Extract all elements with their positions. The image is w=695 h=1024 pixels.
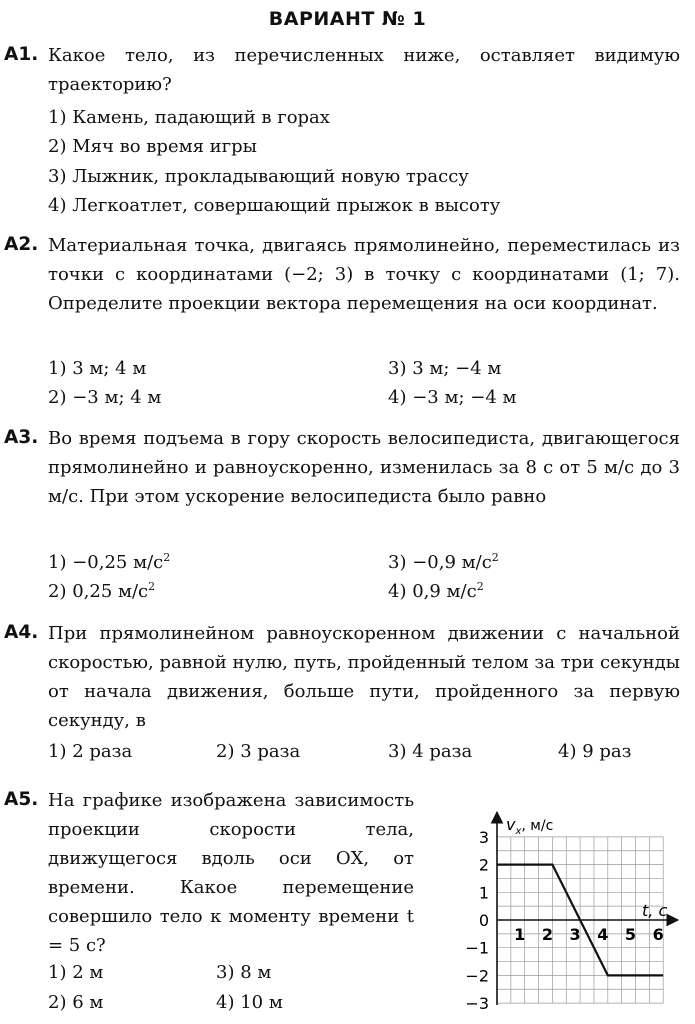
answer-option: 2) 0,25 $м/с^2$ [48,580,156,602]
velocity-time-graph [440,800,690,1024]
x-tick-label: 4 [597,925,609,944]
answer-option: 2) −3 м; 4 м [48,387,162,408]
answer-option: 2) 3 раза [216,741,301,762]
question-text: Материальная точка, двигаясь прямолинейно, переместилась из точки с координатами (−2; 3) в точку с координатами (1; 7). Определите проекции вектора перемещения на оси координат. [48,235,680,314]
answer-option: 4) −3 м; −4 м [388,387,517,408]
x-tick-label: 6 [652,925,664,944]
x-axis-label: t, с [642,901,668,920]
y-tick-label: 2 [478,855,489,875]
question-text: При прямолинейном равноускоренном движении с начальной скоростью, равной нулю, путь, пройденный телом за три секунды от начала движения, больше пути, пройденного за первую секунду, в [48,623,680,731]
answer-option: 2) Мяч во время игры [48,136,257,157]
answer-option: 3) 8 м [216,962,272,983]
answer-option: 3) Лыжник, прокладывающий новую трассу [48,166,469,187]
y-tick-label: 1 [478,883,489,903]
question-number: А3. [4,427,39,448]
answer-option: 4) 10 м [216,992,283,1013]
answer-option: 4) 9 раз [558,741,632,762]
x-tick-label: 3 [569,925,581,944]
answer-option: 1) 2 м [48,962,104,983]
question-number: А4. [4,622,39,643]
answer-option: 3) 3 м; −4 м [388,358,502,379]
answer-option: 4) Легкоатлет, совершающий прыжок в высоту [48,195,501,216]
question-number: А2. [4,234,39,255]
question-number: А5. [4,789,39,810]
answer-option: 4) 0,9 $м/с^2$ [388,580,484,602]
answer-option: 3) 4 раза [388,741,473,762]
question-text: Во время подъема в гору скорость велосипедиста, двигающегося прямолинейно и равноускоренно, изменилась за 8 с от 5 м/с до 3 м/с. При этом ускорение велосипедиста было равно [48,428,680,507]
y-tick-label: 0 [478,911,489,930]
page-title: ВАРИАНТ № 1 [268,8,427,30]
answer-option: 3) −0,9 $м/с^2$ [388,551,499,573]
y-tick-label: 3 [478,827,489,847]
answer-option: 1) 3 м; 4 м [48,358,147,379]
y-tick-label: −2 [465,966,489,986]
question-text: Какое тело, из перечисленных ниже, оставляет видимую траекторию? [48,45,680,95]
answer-option: 2) 6 м [48,992,104,1013]
question-text: На графике изображена зависимость проекции скорости тела, движущегося вдоль оси ОХ, от времени. Какое перемещение совершило тело к моменту времени t = 5 с? [48,790,414,956]
answer-option: 1) Камень, падающий в горах [48,107,330,128]
question-number: А1. [4,44,39,65]
answer-option: 1) −0,25 $м/с^2$ [48,551,171,573]
y-tick-label: −3 [465,994,489,1014]
x-tick-label: 2 [541,925,553,944]
answer-option: 1) 2 раза [48,741,133,762]
x-tick-label: 5 [624,925,637,944]
y-tick-label: −1 [465,938,489,958]
x-tick-label: 1 [514,925,526,944]
y-axis-label: $v_x$, м/с [506,815,554,837]
